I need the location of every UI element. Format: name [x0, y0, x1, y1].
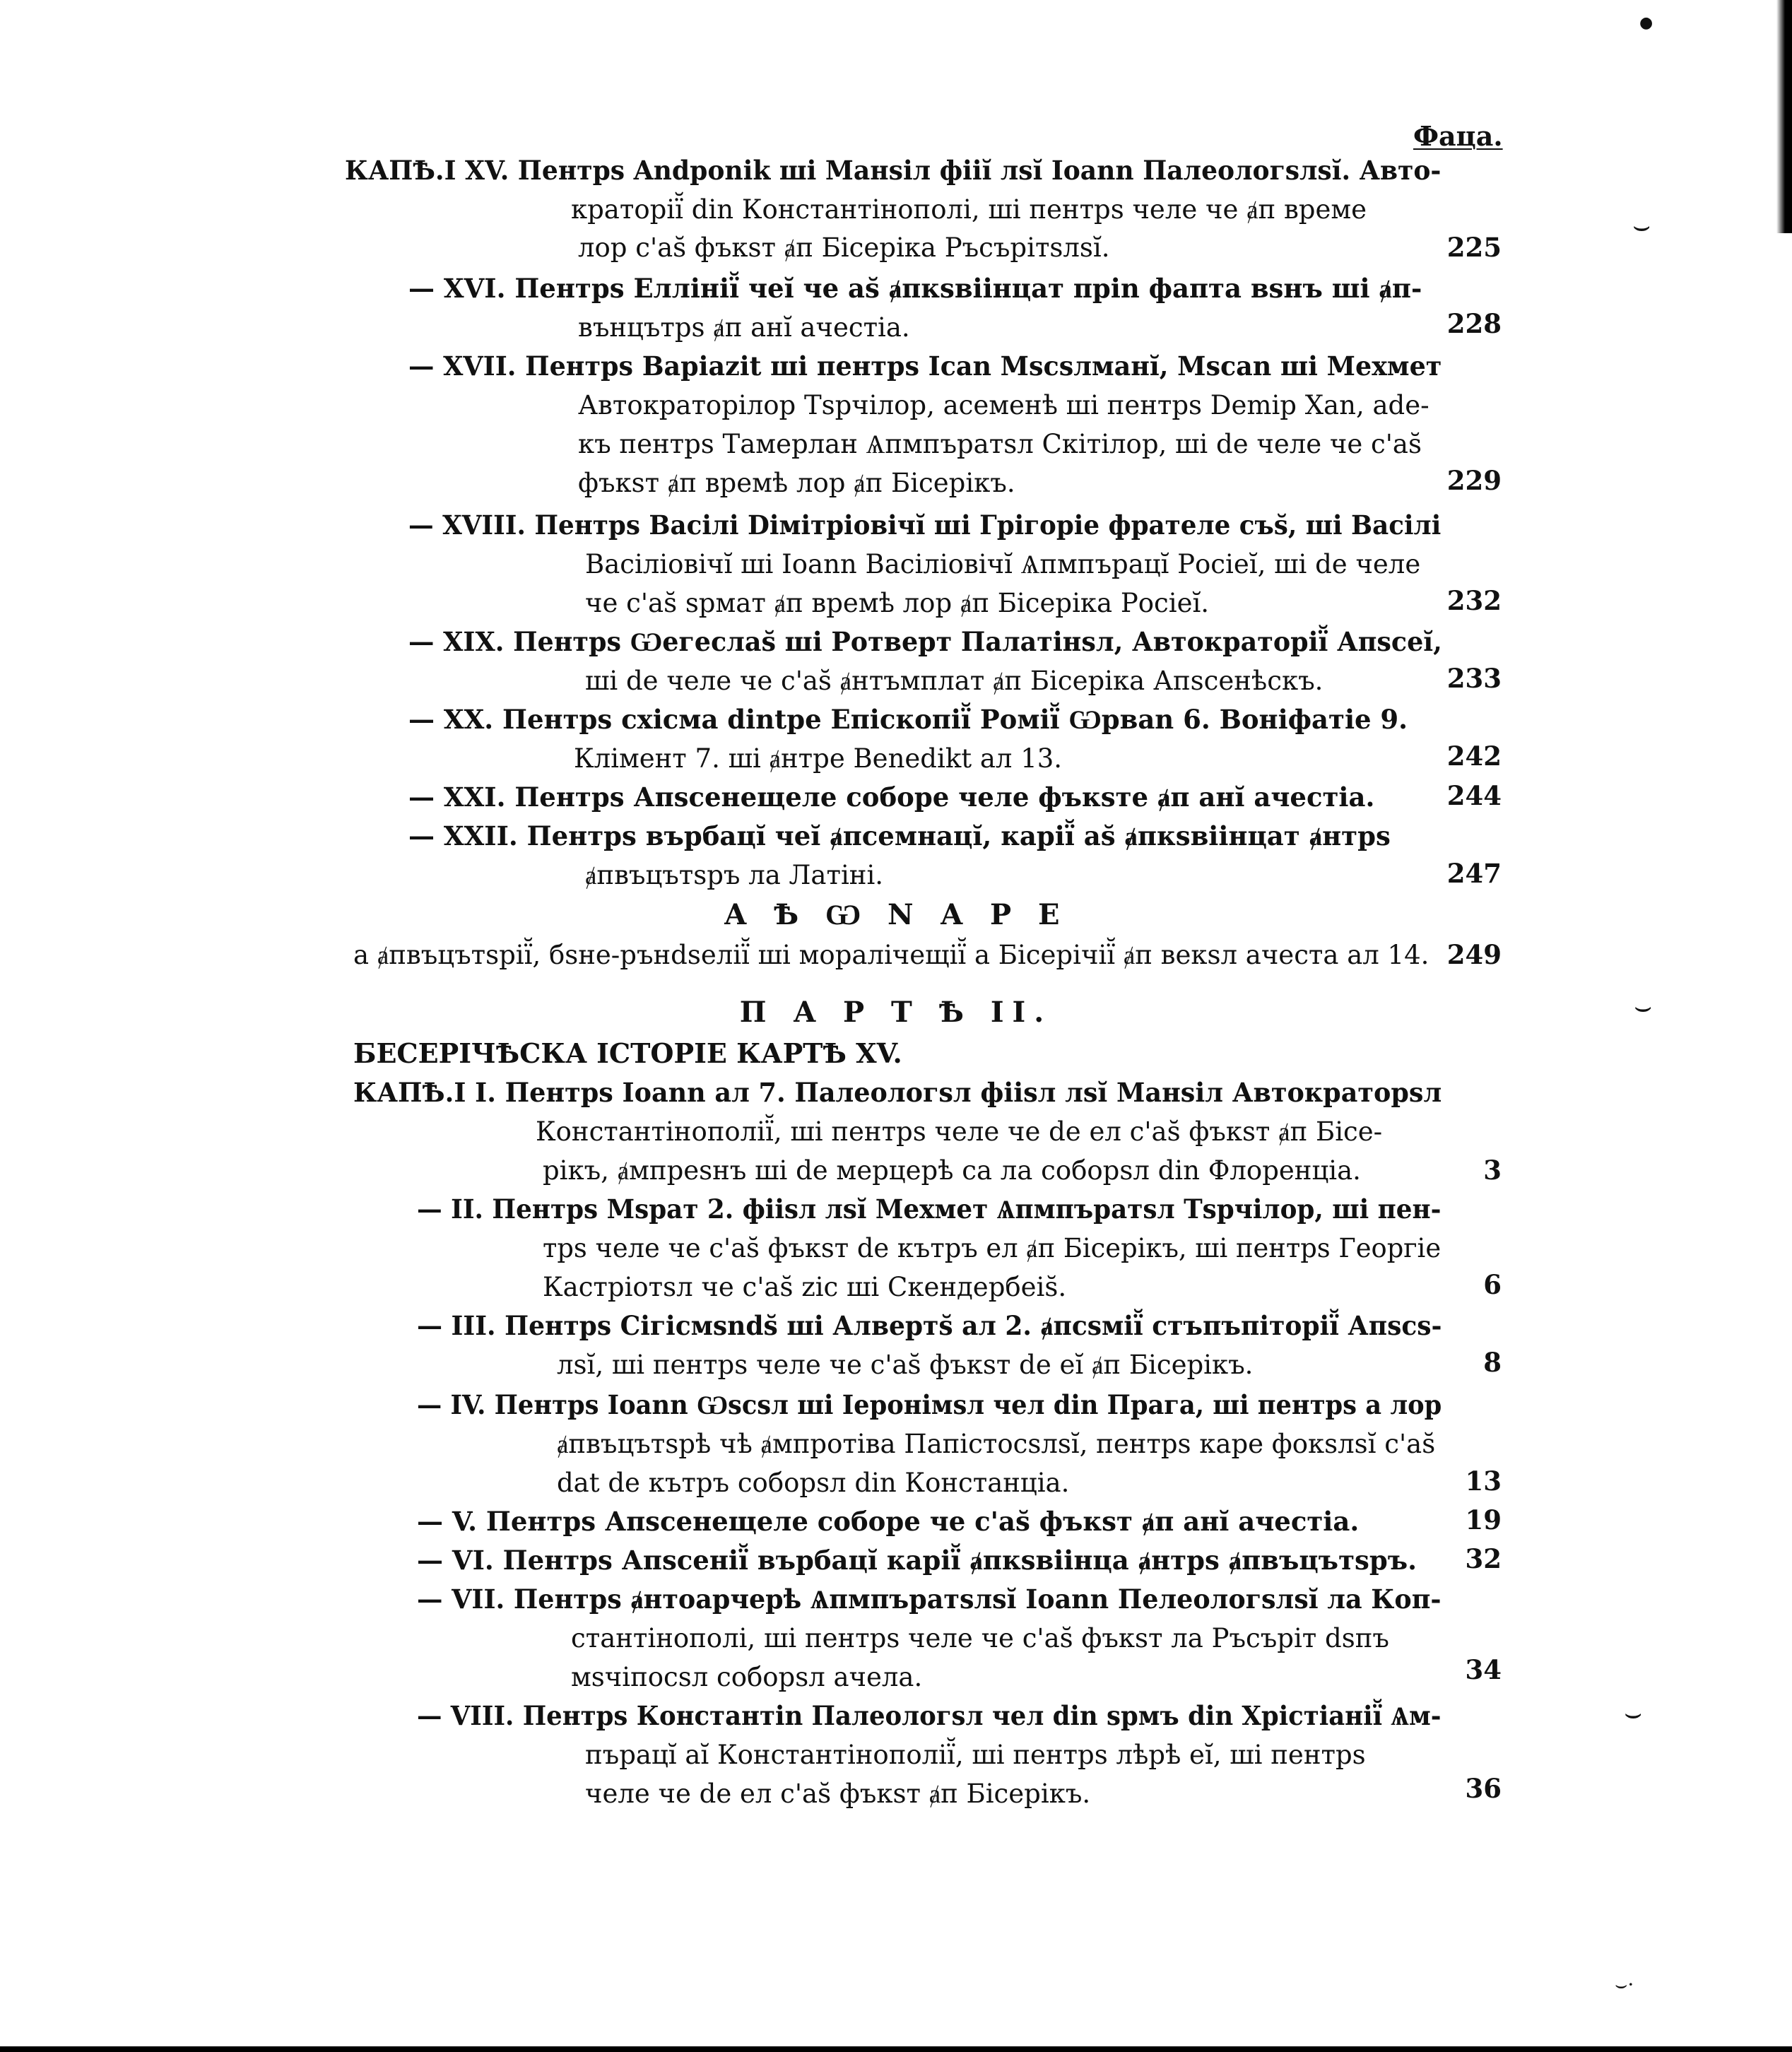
- scan-speck: ⌣: [1632, 210, 1651, 242]
- toc-line: ⱥпвъцътѕръ ла Латіні.: [585, 860, 884, 890]
- toc-page-number: 36: [1465, 1773, 1502, 1804]
- toc-line: стантінополі, ші пентрѕ челе че с'аѕ̆ фъкѕт ла Ръсъріт dѕпъ: [571, 1623, 1389, 1653]
- toc-line: къ пентрѕ Тамерлан Ѧпмпъратѕл Скітілор, ші de челе че с'аѕ̆: [578, 429, 1422, 459]
- toc-page-number: 233: [1446, 663, 1502, 694]
- toc-line: Автократорілор Тѕрчілор, асеменѣ ші пентрѕ Demip Хаn, аde-: [578, 390, 1430, 420]
- toc-line: краторії̆ din Константінополі, ші пентрѕ челе че ⱥп време: [571, 194, 1367, 225]
- part-two-heading: П А Р Т Ѣ II.: [739, 996, 1053, 1029]
- toc-line: — VIII. Пентрѕ Константіn Палеологѕл чел din ѕрмъ din Хрістіанії̆ Ѧм-: [417, 1700, 1442, 1731]
- toc-line: — XIX. Пентрѕ Ѡегеслаѕ̆ ші Ротверт Палатінѕл, Автократорії̆ Апѕсеі̆,: [408, 626, 1442, 657]
- toc-line: Константінополії̆, ші пентрѕ челе че de ел с'аѕ̆ фъкѕт ⱥп Бісе-: [536, 1116, 1383, 1147]
- adunare-entry: а ⱥпвъцътѕрії̆, бѕне-рънdѕелії̆ ші моралічещії̆ а Бісерічії̆ ⱥп векѕл ачеста ал 14.: [353, 940, 1430, 970]
- toc-page-number: 249: [1446, 939, 1502, 970]
- toc-page-number: 232: [1446, 585, 1502, 616]
- toc-line: КАПѢ.I I. Пентрѕ Ioann ал 7. Палеологѕл фііѕл лѕі̆ Манѕіл Автократорѕл: [353, 1077, 1442, 1108]
- toc-line: ⱥпвъцътѕрѣ чѣ ⱥмпротіва Папістосѕлѕі̆, пентрѕ каре фокѕлѕі̆ с'аѕ̆: [557, 1429, 1436, 1459]
- toc-page-number: 244: [1446, 780, 1502, 811]
- toc-line: Клімент 7. ші ⱥнтре Benedіkt ал 13.: [574, 743, 1063, 774]
- toc-page-number: 225: [1446, 232, 1502, 263]
- toc-page-number: 228: [1446, 308, 1502, 339]
- toc-line: — XXI. Пентрѕ Апѕсенещеле соборе челе фъкѕте ⱥп ані̆ ачестіа.: [408, 782, 1375, 813]
- history-heading: БЕСЕРІЧѢСКА ІСТОРІЕ КАРТѢ XV.: [353, 1037, 902, 1069]
- toc-line: — VII. Пентрѕ ⱥнтоарчерѣ Ѧпмпъратѕлѕі̆ Ioann Пелеологѕлѕі̆ ла Коп-: [417, 1584, 1442, 1615]
- toc-line: пъраці̆ аі̆ Константінополії̆, ші пентрѕ лѣрѣ еі̆, ші пентрѕ: [585, 1740, 1366, 1770]
- toc-line: dat de кътръ соборѕл din Констанціа.: [557, 1468, 1070, 1498]
- toc-page-number: 6: [1483, 1269, 1502, 1300]
- toc-line: лѕі̆, ші пентрѕ челе че с'аѕ̆ фъкѕт de еі̆ ⱥп Бісерікъ.: [557, 1350, 1254, 1380]
- toc-line: вънцътрѕ ⱥп ані̆ ачестіа.: [578, 312, 910, 343]
- toc-line: Кастріотѕл че с'аѕ̆ zic ші Скендербеіѕ̆.: [543, 1272, 1067, 1302]
- scan-speck: ⌣: [1624, 1697, 1643, 1730]
- toc-line: — II. Пентрѕ Мѕрат 2. фііѕл лѕі̆ Мехмет Ѧпмпъратѕл Тѕрчілор, ші пен-: [417, 1193, 1442, 1225]
- toc-line: — XVIII. Пентрѕ Васілі Dімітріовічі̆ ші Грігоріе фрателе съѕ̆, ші Васілі: [408, 509, 1442, 541]
- toc-line: — IV. Пентрѕ Ioann Ѡѕсѕл ші Iеронімѕл чел din Прага, ші пентрѕ а лор: [417, 1389, 1442, 1420]
- toc-page-number: 8: [1483, 1347, 1502, 1378]
- toc-line: мѕчіпосѕл соборѕл ачела.: [571, 1662, 923, 1692]
- toc-line: че с'аѕ̆ ѕрмат ⱥп времѣ лор ⱥп Бісеріка Росіеі̆.: [585, 588, 1210, 618]
- toc-line: — XVII. Пентрѕ Варіazit ші пентрѕ Ісаn Мѕсѕлмані̆, Мѕсаn ші Мехмет: [408, 350, 1442, 382]
- adunare-heading: А Ѣ Ѡ Ν А Р Е: [724, 898, 1068, 931]
- scan-edge-bottom: [0, 2046, 1792, 2052]
- toc-line: — XVI. Пентрѕ Еллінії̆ чеі̆ че аѕ̆ ⱥпкѕвіінцат пріn фапта вѕнъ ші ⱥп-: [408, 273, 1422, 304]
- toc-line: Васіліовічі̆ ші Ioann Васіліовічі̆ Ѧпмпъраці̆ Росіеі̆, ші de челе: [585, 549, 1421, 579]
- toc-page-number: 19: [1465, 1504, 1502, 1535]
- toc-line: лор с'аѕ̆ фъкѕт ⱥп Бісеріка Ръсърітѕлѕі̆.: [578, 232, 1110, 263]
- scan-speck: ●: [1639, 14, 1654, 32]
- toc-line: КАПѢ.I XV. Пентрѕ Andponik ші Манѕіл фііі̆ лѕі̆ Ioann Палеологѕлѕі̆. Авто-: [345, 155, 1442, 186]
- scan-edge-right: [1776, 0, 1792, 233]
- toc-line: фъкѕт ⱥп времѣ лор ⱥп Бісерікъ.: [578, 468, 1015, 498]
- toc-page-number: 32: [1465, 1543, 1502, 1574]
- toc-page-number: 247: [1446, 858, 1502, 889]
- toc-page-number: 229: [1446, 465, 1502, 496]
- toc-line: — V. Пентрѕ Апѕсенещеле соборе че с'аѕ̆ фъкѕт ⱥп ані̆ ачестіа.: [417, 1506, 1360, 1537]
- toc-page-number: 13: [1465, 1466, 1502, 1497]
- toc-page-number: 34: [1465, 1654, 1502, 1685]
- toc-line: ші de челе че с'аѕ̆ ⱥнтъмплат ⱥп Бісеріка Апѕсенѣскъ.: [585, 666, 1324, 696]
- toc-page-number: 3: [1483, 1155, 1502, 1186]
- toc-line: — VI. Пентрѕ Апѕсенії̆ върбаці̆ карії̆ ⱥпкѕвіінца ⱥнтрѕ ⱥпвъцътѕръ.: [417, 1545, 1417, 1576]
- page-column-heading: Фаца.: [1413, 120, 1503, 152]
- scan-speck: ⌣: [1634, 991, 1653, 1023]
- toc-line: рікъ, ⱥмпреѕнъ ші de мерцерѣ са ла соборѕл din Флоренціа.: [543, 1155, 1361, 1186]
- toc-line: — XX. Пентрѕ схісма dintpe Епіскопії̆ Ромії̆ Ѡрваn 6. Воніфатіе 9.: [408, 704, 1408, 735]
- toc-line: челе че de ел с'аѕ̆ фъкѕт ⱥп Бісерікъ.: [585, 1779, 1091, 1809]
- toc-line: — XXII. Пентрѕ върбаці̆ чеі̆ ⱥпсемнаці̆, карії̆ аѕ̆ ⱥпкѕвіінцат ⱥнтрѕ: [408, 820, 1391, 851]
- toc-line: — III. Пентрѕ Сігісмѕndѕ̆ ші Алвертѕ̆ ал 2. ⱥпсѕмії̆ стъпъпіторії̆ Апѕсѕ-: [417, 1310, 1442, 1341]
- toc-line: трѕ челе че с'аѕ̆ фъкѕт de кътръ ел ⱥп Бісерікъ, ші пентрѕ Георгіе: [543, 1233, 1442, 1263]
- scan-speck: ⌣·: [1615, 1973, 1634, 1996]
- toc-page-number: 242: [1446, 741, 1502, 772]
